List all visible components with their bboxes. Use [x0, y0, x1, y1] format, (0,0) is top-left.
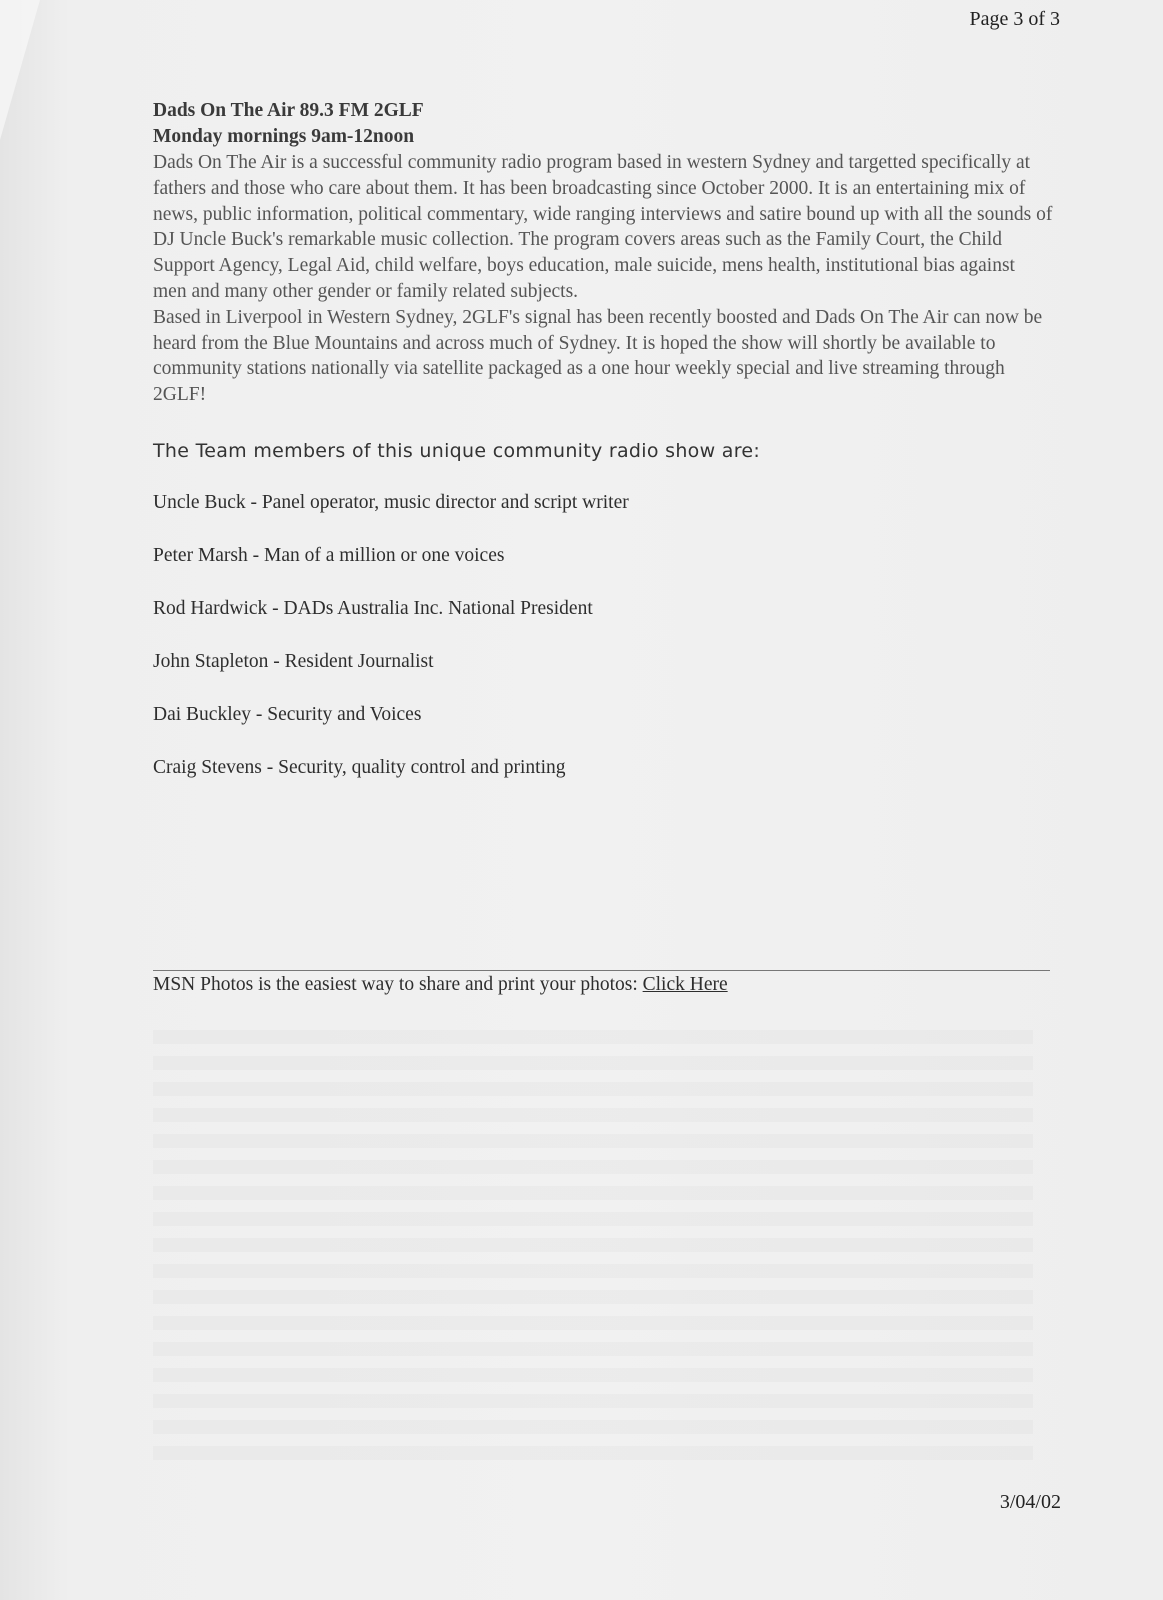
article-paragraph-2: Based in Liverpool in Western Sydney, 2GLF's signal has been recently boosted and Dads On The Air can now be heard from the Blue Mountains and across much of Sydney. It is hoped the show will shortly be available to community stations nationally via satellite packaged as a one hour weekly special and live streaming through 2GLF! [153, 306, 1043, 406]
show-through-text [153, 1030, 1033, 1470]
footer-promo-text: MSN Photos is the easiest way to share and print your photos: [153, 974, 643, 995]
main-content [153, 98, 1053, 808]
folded-corner [0, 0, 40, 140]
article-schedule: Monday mornings 9am-12noon [153, 126, 415, 147]
article-paragraph-1: Dads On The Air is a successful community radio program based in western Sydney and targetted specifically at fathers and those who care about them. It has been broadcasting since October 2000. It is an entertaining mix of news, public information, political commentary, wide ranging interviews and satire bound up with all the sounds of DJ Uncle Buck's remarkable music collection. The program covers areas such as the Family Court, the Child Support Agency, Legal Aid, child welfare, boys education, male suicide, mens health, institutional bias against men and many other gender or family related subjects. [153, 152, 1053, 302]
team-member: John Stapleton - Resident Journalist [153, 650, 434, 672]
team-heading: The Team members of this unique community radio show are: [153, 439, 761, 462]
team-member: Rod Hardwick - DADs Australia Inc. National President [153, 597, 593, 619]
team-member: Craig Stevens - Security, quality control and printing [153, 756, 566, 778]
team-member: Peter Marsh - Man of a million or one voices [153, 544, 505, 566]
print-date: 3/04/02 [999, 1491, 1061, 1513]
page-number: Page 3 of 3 [969, 8, 1060, 30]
article-title: Dads On The Air 89.3 FM 2GLF [153, 100, 424, 121]
footer-promo [153, 974, 728, 996]
team-member: Dai Buckley - Security and Voices [153, 703, 422, 725]
team-member: Uncle Buck - Panel operator, music director and script writer [153, 491, 629, 513]
footer-divider [153, 970, 1050, 971]
click-here-link[interactable]: Click Here [642, 974, 728, 995]
team-list [153, 490, 1053, 808]
